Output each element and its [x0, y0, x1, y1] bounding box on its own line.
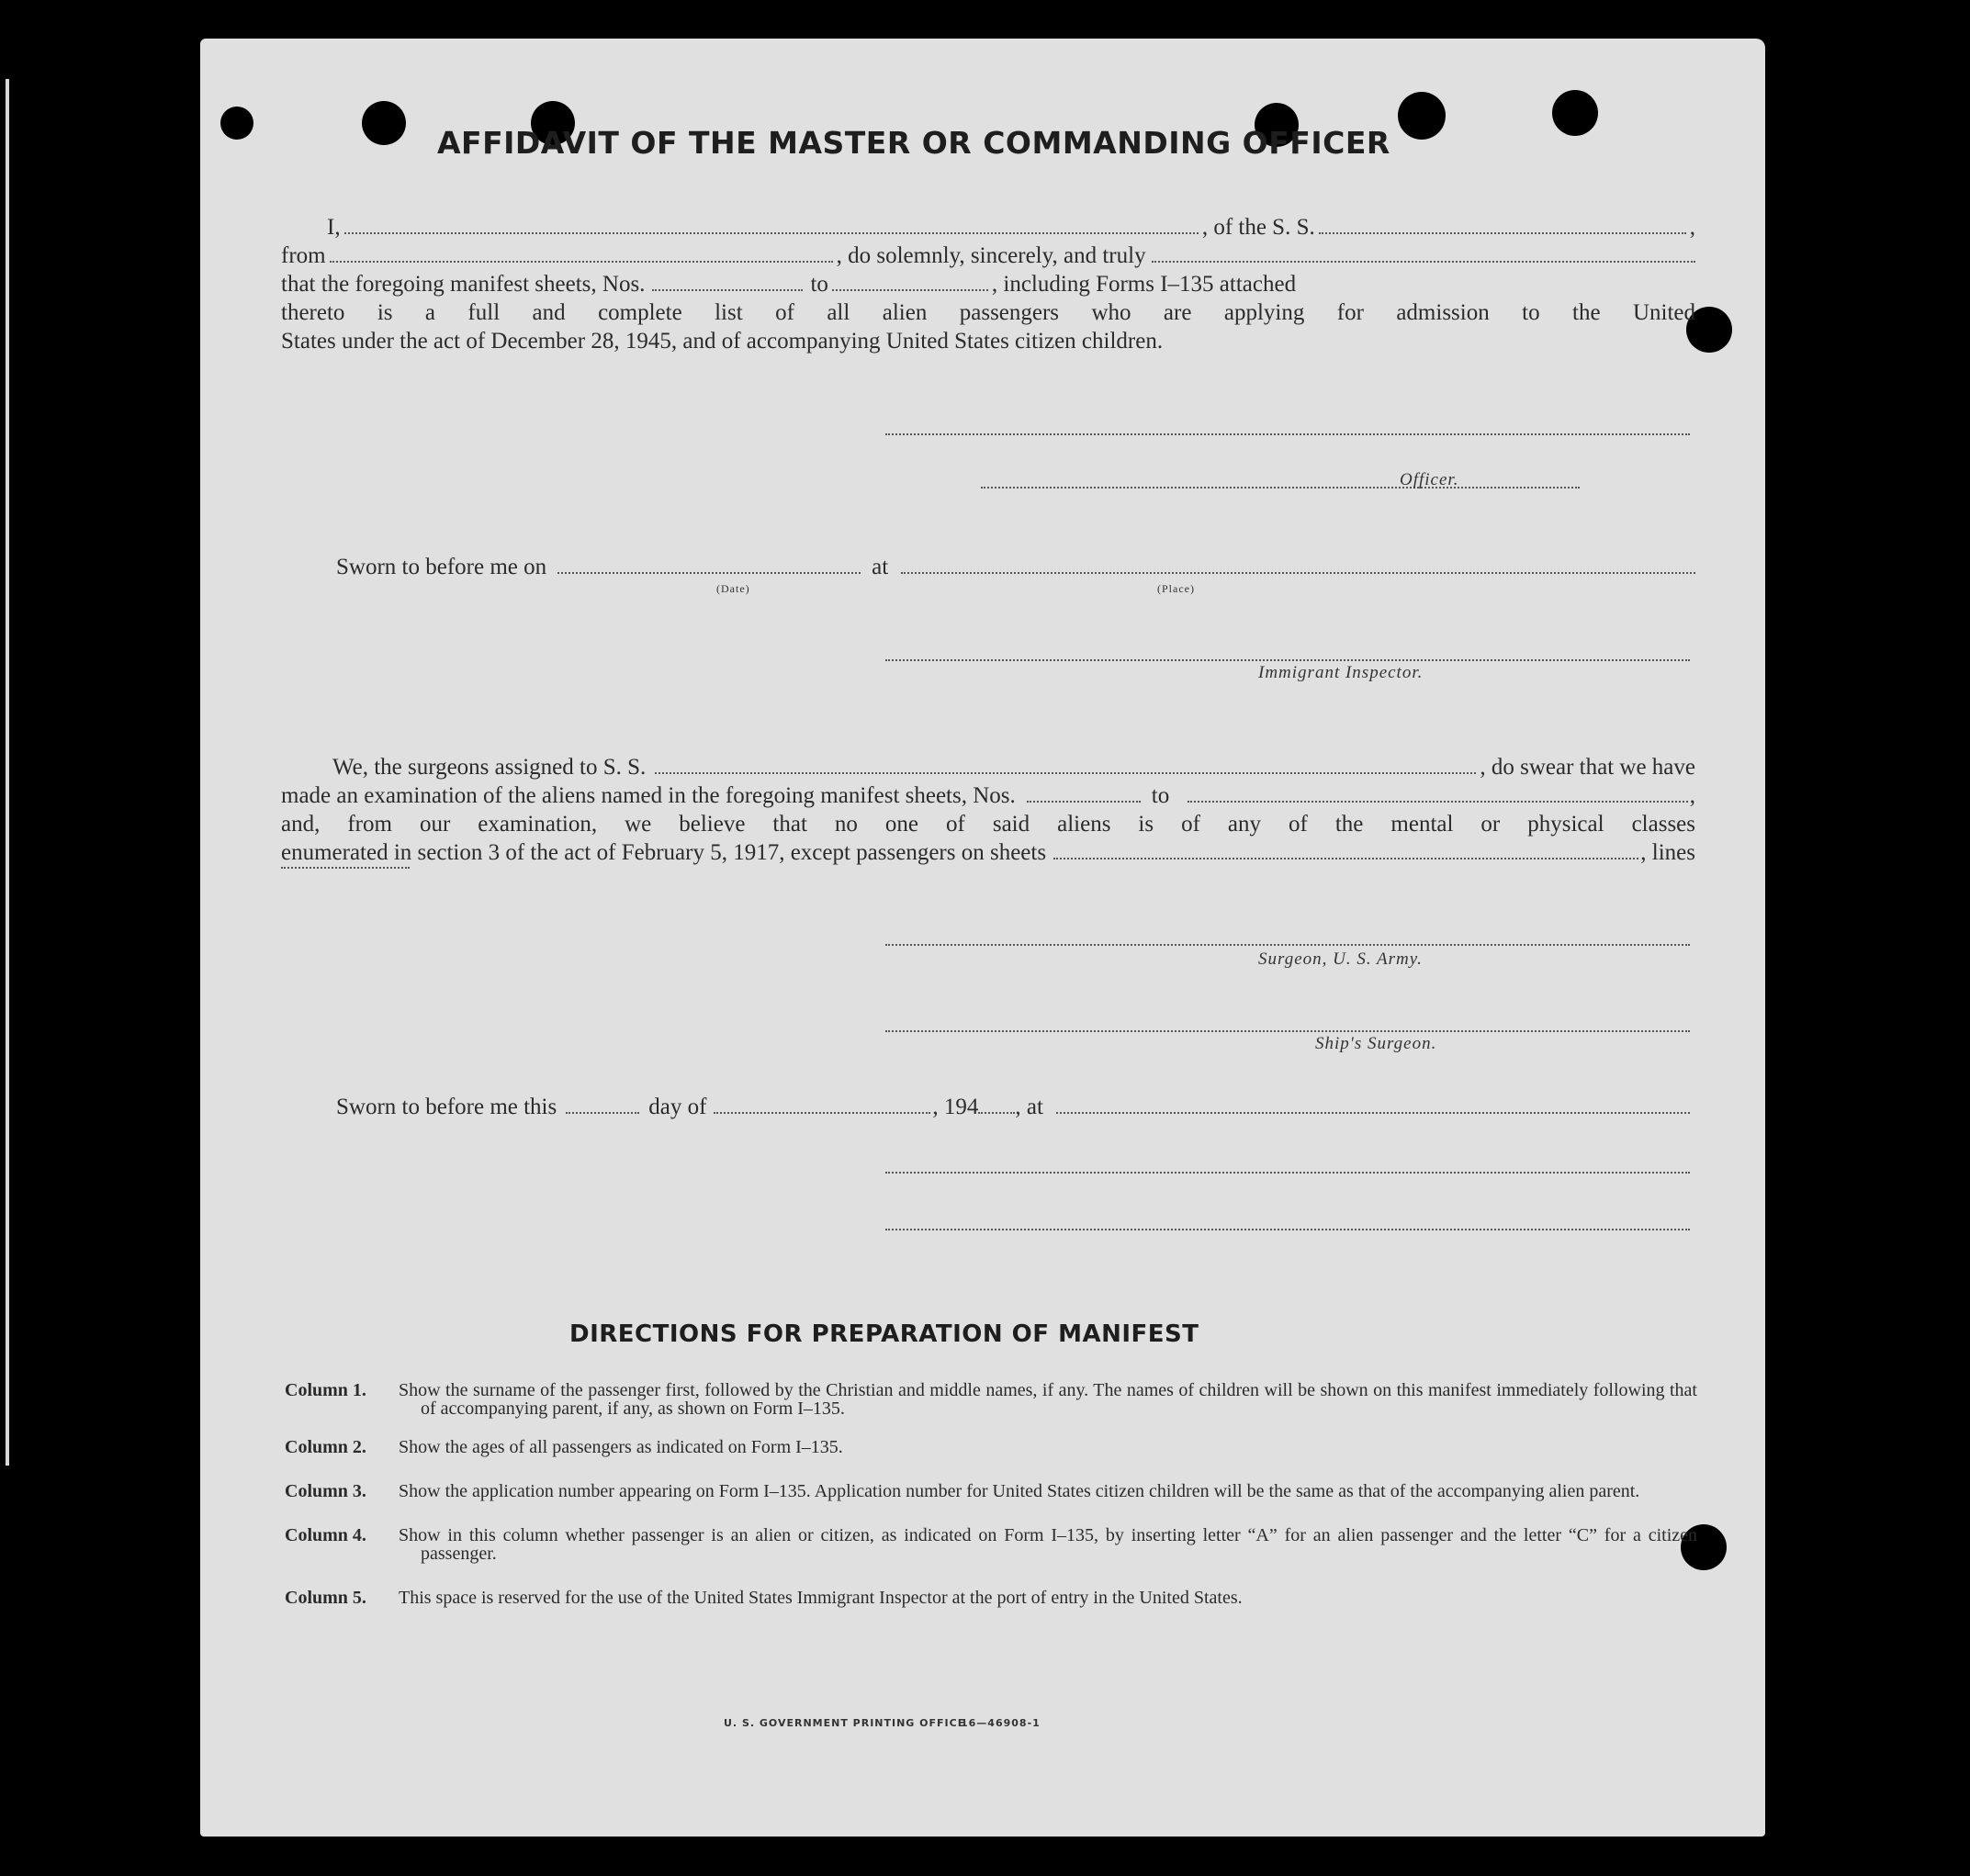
text-line-4: thereto is a full and complete list of all alien passengers who are applying for admission to the United	[281, 300, 1695, 325]
text-foregoing: that the foregoing manifest sheets, Nos.	[281, 272, 646, 297]
exam-sheet-to-field[interactable]	[1188, 801, 1688, 803]
ship-surgeon-caption: Ship's Surgeon.	[1315, 1034, 1437, 1053]
direction-label: Column 1.	[285, 1380, 366, 1400]
scan-edge	[6, 79, 9, 1466]
army-surgeon-caption: Surgeon, U. S. Army.	[1258, 949, 1423, 969]
direction-item	[285, 1526, 1697, 1563]
text-day-of: day of	[648, 1095, 707, 1119]
text-of-ss: , of the S. S.	[1201, 215, 1315, 240]
inspector-caption: Immigrant Inspector.	[1258, 663, 1424, 682]
sworn-year-field[interactable]	[978, 1112, 1015, 1114]
direction-text: Show in this column whether passenger is an alien or citizen, as indicated on Form I–135, by inserting letter “A” for an alien passenger and the letter “C” for a citizen passenger.	[399, 1525, 1697, 1564]
affidavit-paragraph	[281, 213, 1695, 355]
punch-hole	[1552, 90, 1598, 136]
surgeons-paragraph	[281, 753, 1695, 895]
text-to: to	[810, 272, 828, 297]
port-from-field[interactable]	[330, 261, 833, 263]
master-name-field[interactable]	[344, 232, 1199, 234]
text-made-exam: made an examination of the aliens named in the foregoing manifest sheets, Nos.	[281, 783, 1016, 808]
direction-text: Show the ages of all passengers as indicated on Form I–135.	[399, 1437, 843, 1457]
text-enumerated: enumerated in section 3 of the act of February 5, 1917, except passengers on sheets	[281, 840, 1047, 865]
witness-title-line[interactable]	[885, 1229, 1690, 1230]
direction-label: Column 5.	[285, 1588, 366, 1608]
sworn-this-row	[336, 1093, 1690, 1121]
text-sworn-on: Sworn to before me on	[336, 555, 547, 579]
direction-text: This space is reserved for the use of the United States Immigrant Inspector at the port of entry in the United States.	[399, 1588, 1243, 1608]
ship-name-field[interactable]	[1319, 232, 1686, 234]
date-caption: (Date)	[716, 582, 750, 595]
text-solemnly: , do solemnly, sincerely, and truly	[836, 243, 1146, 268]
text-comma: ,	[1689, 215, 1695, 240]
punch-hole	[362, 101, 406, 145]
except-sheets-field[interactable]	[1053, 858, 1638, 859]
text-at: at	[872, 555, 889, 579]
direction-label: Column 2.	[285, 1437, 366, 1457]
direction-text: Show the application number appearing on Form I–135. Application number for United States citizen children will be the same as that of the accompanying alien parent.	[399, 1481, 1640, 1501]
sworn-location-field[interactable]	[1056, 1112, 1690, 1114]
direction-item	[285, 1482, 1697, 1500]
punch-hole	[220, 107, 253, 140]
inspector-signature-line[interactable]	[885, 659, 1690, 661]
direction-text: Show the surname of the passenger first, followed by the Christian and middle names, if any. The names of children will be shown on this manifest immediately following that of accompanying parent, if any, as shown on Form I–135.	[399, 1380, 1697, 1419]
text-line-5: States under the act of December 28, 1945, and of accompanying United States citizen children.	[281, 329, 1164, 354]
punch-hole	[1398, 92, 1446, 140]
surgeon-ship-name-field[interactable]	[655, 772, 1476, 774]
except-lines-field[interactable]	[281, 867, 410, 869]
place-caption: (Place)	[1157, 582, 1195, 595]
text-comma: ,	[1689, 783, 1695, 808]
text-year: , 194	[932, 1095, 979, 1119]
text-including: , including Forms I–135 attached	[991, 272, 1297, 297]
text-swear: , do swear that we have	[1480, 755, 1695, 780]
form-code: 16—46908-1	[961, 1717, 1041, 1729]
sworn-place-field[interactable]	[901, 572, 1695, 574]
text-we-surgeons: We, the surgeons assigned to S. S.	[332, 755, 647, 780]
direction-item	[285, 1589, 1697, 1607]
text-lines: , lines	[1640, 840, 1695, 865]
text-to: to	[1151, 783, 1170, 808]
text-from: from	[281, 243, 326, 268]
sworn-month-field[interactable]	[714, 1112, 930, 1114]
direction-item	[285, 1438, 1697, 1456]
master-signature-line[interactable]	[885, 433, 1690, 435]
text-i: I,	[327, 215, 341, 240]
text-line-3: and, from our examination, we believe that no one of said aliens is of any of the mental or physical classes	[281, 812, 1695, 837]
exam-sheet-from-field[interactable]	[1027, 801, 1141, 803]
sworn-on-row	[336, 553, 1695, 581]
directions-list	[285, 1381, 1697, 1607]
direction-label: Column 4.	[285, 1525, 366, 1545]
direction-item	[285, 1381, 1697, 1418]
officer-caption: Officer.	[1400, 470, 1459, 489]
witness-signature-line[interactable]	[885, 1172, 1690, 1174]
text-at: , at	[1015, 1095, 1043, 1119]
sheet-to-field[interactable]	[832, 289, 988, 291]
direction-label: Column 3.	[285, 1481, 366, 1501]
army-surgeon-signature-line[interactable]	[885, 944, 1690, 946]
directions-title: DIRECTIONS FOR PREPARATION OF MANIFEST	[569, 1320, 1199, 1348]
sheet-from-field[interactable]	[652, 289, 803, 291]
printer-imprint: U. S. GOVERNMENT PRINTING OFFICE	[724, 1717, 966, 1729]
affidavit-title: AFFIDAVIT OF THE MASTER OR COMMANDING OFFICER	[437, 125, 1390, 161]
text-sworn-this: Sworn to before me this	[336, 1095, 557, 1119]
sworn-date-field[interactable]	[557, 572, 861, 574]
sworn-day-field[interactable]	[566, 1112, 639, 1114]
form-page	[200, 39, 1765, 1837]
swear-affirm-field[interactable]	[1152, 261, 1695, 263]
officer-title-line[interactable]	[981, 487, 1580, 489]
ship-surgeon-signature-line[interactable]	[885, 1030, 1690, 1032]
